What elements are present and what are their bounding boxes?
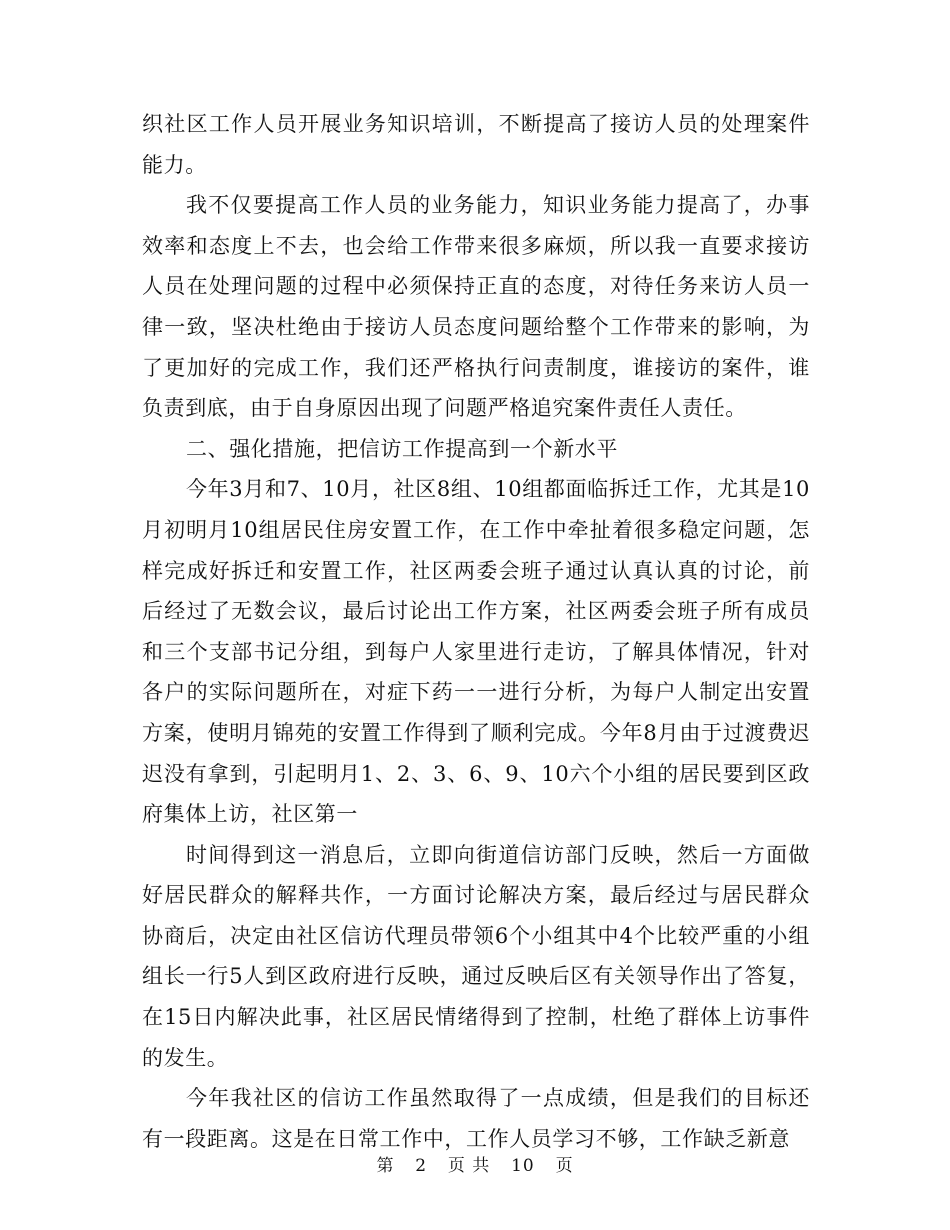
section-heading: 二、强化措施，把信访工作提高到一个新水平 [186, 436, 618, 461]
footer-suffix: 页 [555, 1156, 574, 1176]
footer-prefix: 第 [376, 1156, 395, 1176]
paragraph: 时间得到这一消息后，立即向街道信访部门反映，然后一方面做好居民群众的解释共作，一方面讨论解决方案，最后经过与居民群众协商后，决定由社区信访代理员带领6个小组其中4个比较严重的小组组长一行5人到区政府进行反映，通过反映后区有关领导作出了答复，在15日内解决此事，社区居民情绪得到了控制，杜绝了群体上访事件的发生。 [142, 842, 810, 1070]
paragraph: 今年3月和7、10月，社区8组、10组都面临拆迁工作，尤其是10月初明月10组居民住房安置工作，在工作中牵扯着很多稳定问题，怎样完成好拆迁和安置工作，社区两委会班子通过认真认真的讨论，前后经过了无数会议，最后讨论出工作方案，社区两委会班子所有成员和三个支部书记分组，到每户人家里进行走访，了解具体情况，针对各户的实际问题所在，对症下药一一进行分析，为每户人制定出安置方案，使明月锦苑的安置工作得到了顺利完成。今年8月由于过渡费迟迟没有拿到，引起明月1、2、3、6、9、10六个小组的居民要到区政府集体上访，社区第一 [142, 477, 810, 827]
footer-middle: 页 共 [447, 1156, 491, 1176]
total-page-count: 10 [511, 1156, 535, 1176]
current-page-number: 2 [415, 1156, 428, 1176]
paragraph: 今年我社区的信访工作虽然取得了一点成绩，但是我们的目标还有一段距离。这是在日常工作中，工作人员学习不够，工作缺乏新意 [142, 1086, 810, 1151]
document-body [142, 104, 810, 1159]
page-footer [0, 1154, 950, 1178]
paragraph: 织社区工作人员开展业务知识培训，不断提高了接访人员的处理案件能力。 [142, 112, 810, 177]
paragraph: 我不仅要提高工作人员的业务能力，知识业务能力提高了，办事效率和态度上不去，也会给工作带来很多麻烦，所以我一直要求接访人员在处理问题的过程中必须保持正直的态度，对待任务来访人员一律一致，坚决杜绝由于接访人员态度问题给整个工作带来的影响，为了更加好的完成工作，我们还严格执行问责制度，谁接访的案件，谁负责到底，由于自身原因出现了问题严格追究案件责任人责任。 [142, 193, 810, 421]
